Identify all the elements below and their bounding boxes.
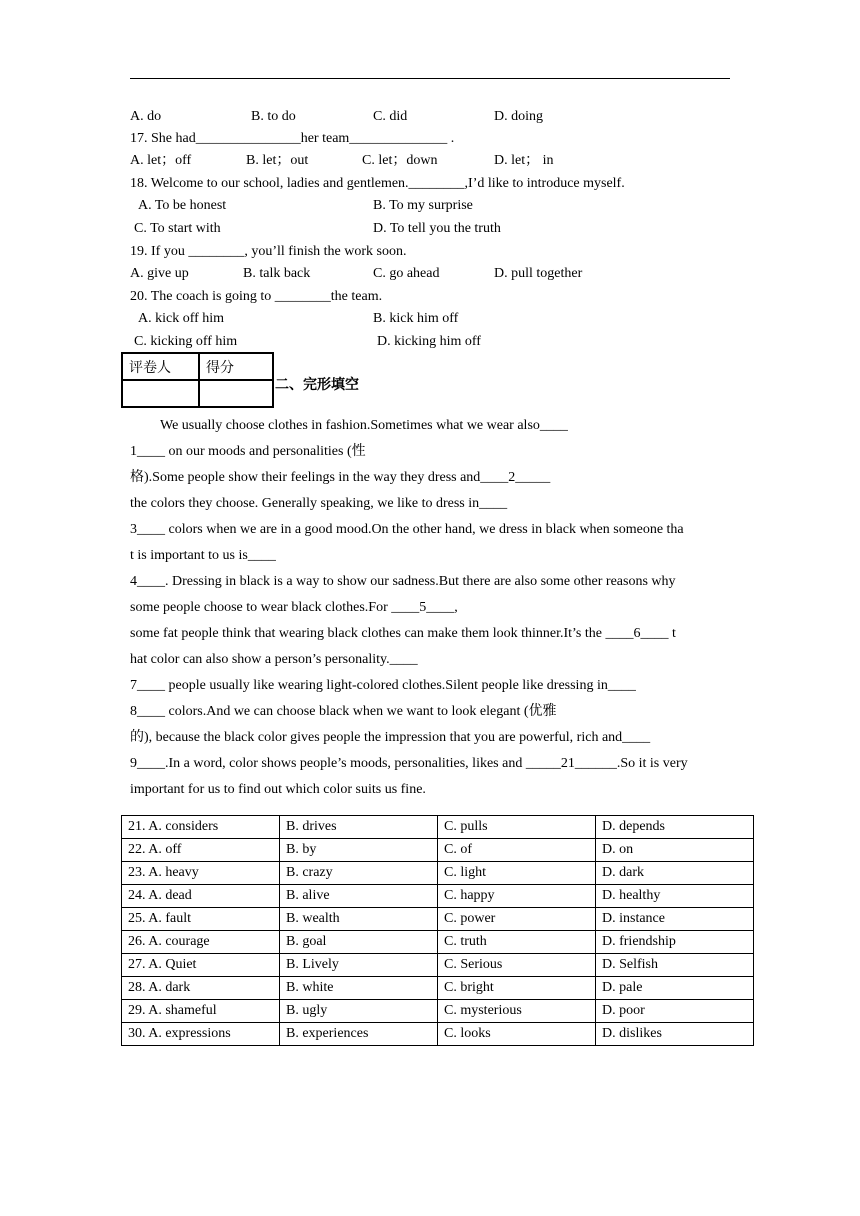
passage-line: 4____. Dressing in black is a way to show our sadness.But there are also some other reasons why [130, 574, 676, 589]
table-row [122, 977, 754, 1000]
table-row [122, 839, 754, 862]
table-cell: D. friendship [596, 931, 754, 954]
table-cell: C. looks [438, 1023, 596, 1046]
passage-line: the colors they choose. Generally speaking, we like to dress in____ [130, 496, 508, 511]
table-cell: C. truth [438, 931, 596, 954]
table-cell: C. bright [438, 977, 596, 1000]
table-cell: 29. A. shameful [122, 1000, 280, 1023]
passage-line: 7____ people usually like wearing light-colored clothes.Silent people like dressing in____ [130, 678, 636, 693]
table-cell: D. instance [596, 908, 754, 931]
passage-line: 格).Some people show their feelings in the way they dress and____2_____ [130, 470, 551, 485]
q18-option-c: C. To start with [134, 221, 221, 236]
q17-option-a: A. let；off [130, 153, 192, 168]
grader-cell [122, 380, 199, 407]
table-cell: B. ugly [280, 1000, 438, 1023]
score-box [121, 352, 274, 408]
table-cell: B. alive [280, 885, 438, 908]
q16-option-a: A. do [130, 109, 162, 124]
q17-option-d: D. let； in [494, 153, 554, 168]
table-cell: D. Selfish [596, 954, 754, 977]
q19-option-a: A. give up [130, 266, 189, 281]
q16-option-d: D. doing [494, 109, 543, 124]
table-cell: B. drives [280, 816, 438, 839]
passage-line: t is important to us is____ [130, 548, 276, 563]
passage-line: We usually choose clothes in fashion.Sometimes what we wear also____ [160, 418, 568, 433]
q20-option-d: D. kicking him off [377, 334, 481, 349]
passage-line: 3____ colors when we are in a good mood.On the other hand, we dress in black when someone tha [130, 522, 684, 537]
passage-line: hat color can also show a person’s personality.____ [130, 652, 418, 667]
table-cell: D. on [596, 839, 754, 862]
passage-line: 1____ on our moods and personalities (性 [130, 444, 366, 459]
q19-option-d: D. pull together [494, 266, 583, 281]
table-cell: B. by [280, 839, 438, 862]
q17-option-b: B. let；out [246, 153, 309, 168]
table-cell: C. of [438, 839, 596, 862]
q18-option-b: B. To my surprise [373, 198, 473, 213]
table-cell: 24. A. dead [122, 885, 280, 908]
table-row [122, 816, 754, 839]
passage-line: 8____ colors.And we can choose black when we want to look elegant (优雅 [130, 704, 557, 719]
table-cell: 22. A. off [122, 839, 280, 862]
q17-stem: 17. She had_______________her team______________ . [130, 131, 455, 146]
q18-option-d: D. To tell you the truth [373, 221, 501, 236]
table-cell: D. depends [596, 816, 754, 839]
table-cell: B. crazy [280, 862, 438, 885]
table-cell: B. experiences [280, 1023, 438, 1046]
table-cell: 23. A. heavy [122, 862, 280, 885]
q20-option-a: A. kick off him [138, 311, 225, 326]
table-cell: D. healthy [596, 885, 754, 908]
passage-line: 的), because the black color gives people the impression that you are powerful, rich and____ [130, 730, 651, 745]
grader-label: 评卷人 [122, 353, 199, 380]
table-row [122, 862, 754, 885]
table-row [122, 908, 754, 931]
table-cell: D. dark [596, 862, 754, 885]
q20-option-b: B. kick him off [373, 311, 459, 326]
table-cell: D. pale [596, 977, 754, 1000]
table-row [122, 931, 754, 954]
table-row [122, 954, 754, 977]
table-cell: 30. A. expressions [122, 1023, 280, 1046]
passage-line: important for us to find out which color suits us fine. [130, 782, 426, 797]
q18-option-a: A. To be honest [138, 198, 227, 213]
table-cell: B. goal [280, 931, 438, 954]
table-row [122, 1000, 754, 1023]
score-cell [199, 380, 273, 407]
q19-option-c: C. go ahead [373, 266, 440, 281]
header-rule [130, 78, 730, 79]
q18-stem: 18. Welcome to our school, ladies and gentlemen.________,I’d like to introduce myself. [130, 176, 625, 191]
section-title: 二、完形填空 [275, 377, 359, 393]
table-row [122, 1023, 754, 1046]
table-cell: B. Lively [280, 954, 438, 977]
passage-line: 9____.In a word, color shows people’s moods, personalities, likes and _____21______.So it is very [130, 756, 688, 771]
passage-line: some people choose to wear black clothes.For ____5____, [130, 600, 458, 615]
q17-option-c: C. let；down [362, 153, 438, 168]
answer-options-table [121, 815, 754, 1046]
q20-option-c: C. kicking off him [134, 334, 238, 349]
table-cell: C. mysterious [438, 1000, 596, 1023]
table-cell: C. Serious [438, 954, 596, 977]
table-cell: D. poor [596, 1000, 754, 1023]
table-cell: B. white [280, 977, 438, 1000]
q19-option-b: B. talk back [243, 266, 311, 281]
table-cell: D. dislikes [596, 1023, 754, 1046]
score-label: 得分 [199, 353, 273, 380]
table-cell: 21. A. considers [122, 816, 280, 839]
q16-option-c: C. did [373, 109, 408, 124]
q16-option-b: B. to do [251, 109, 296, 124]
table-cell: 26. A. courage [122, 931, 280, 954]
table-cell: C. pulls [438, 816, 596, 839]
table-cell: 25. A. fault [122, 908, 280, 931]
table-cell: 28. A. dark [122, 977, 280, 1000]
table-row [122, 885, 754, 908]
table-cell: 27. A. Quiet [122, 954, 280, 977]
table-cell: C. light [438, 862, 596, 885]
table-cell: C. happy [438, 885, 596, 908]
passage-line: some fat people think that wearing black clothes can make them look thinner.It’s the ____6____ t [130, 626, 676, 641]
q20-stem: 20. The coach is going to ________the team. [130, 289, 383, 304]
table-cell: C. power [438, 908, 596, 931]
table-cell: B. wealth [280, 908, 438, 931]
q19-stem: 19. If you ________, you’ll finish the work soon. [130, 244, 407, 259]
